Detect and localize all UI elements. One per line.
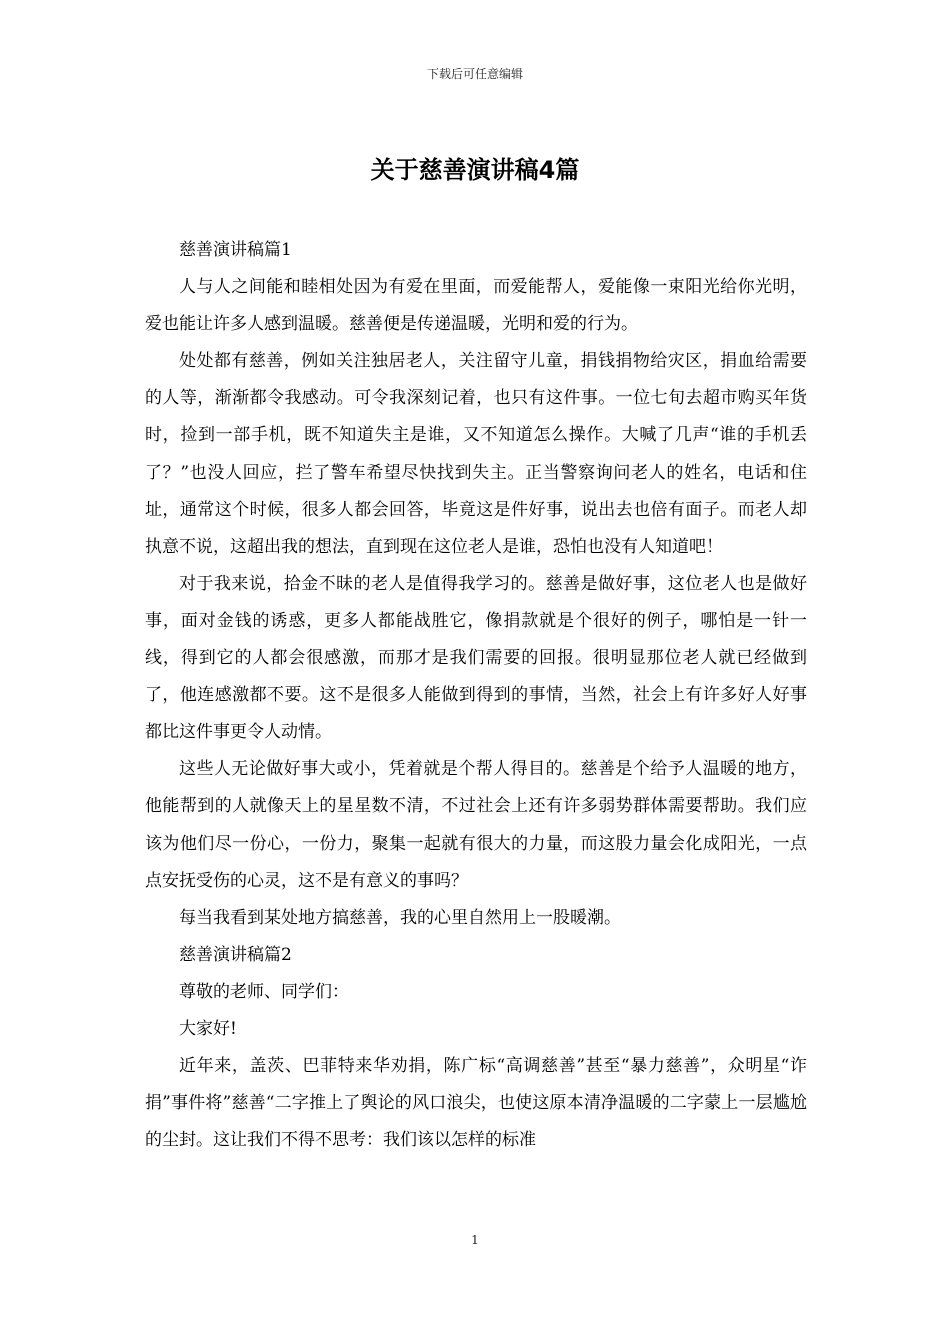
document-body	[145, 232, 807, 1159]
paragraph-section-heading: 慈善演讲稿篇2	[179, 944, 292, 965]
paragraph-salutation: 尊敬的老师、同学们：	[179, 981, 349, 1002]
paragraph: 对于我来说，拾金不昧的老人是值得我学习的。慈善是做好事，这位老人也是做好事，面对金钱的诱惑，更多人都能战胜它，像捐款就是个很好的例子，哪怕是一针一线，得到它的人都会很感激，而那才是我们需要的回报。很明显那位老人就已经做到了，他连感激都不要。这不是很多人能做到得到的事情，当然，社会上有许多好人好事都比这件事更令人动情。	[145, 573, 807, 743]
paragraph: 每当我看到某处地方搞慈善，我的心里自然用上一股暖潮。	[179, 907, 621, 928]
paragraph: 这些人无论做好事大或小，凭着就是个帮人得目的。慈善是个给予人温暖的地方，他能帮到的人就像天上的星星数不清，不过社会上还有许多弱势群体需要帮助。我们应该为他们尽一份心，一份力，聚集一起就有很大的力量，而这股力量会化成阳光，一点点安抚受伤的心灵，这不是有意义的事吗？	[145, 759, 807, 891]
page-number: 1	[471, 1233, 479, 1247]
paragraph-greeting: 大家好!	[179, 1018, 237, 1039]
document-title: 关于慈善演讲稿4篇	[370, 156, 580, 184]
page-header: 下载后可任意编辑	[426, 67, 523, 81]
paragraph-section-heading: 慈善演讲稿篇1	[179, 240, 292, 260]
paragraph: 人与人之间能和睦相处因为有爱在里面，而爱能帮人，爱能像一束阳光给你光明，爱也能让许多人感到温暖。慈善便是传递温暖，光明和爱的行为。	[145, 277, 807, 335]
paragraph: 处处都有慈善，例如关注独居老人，关注留守儿童，捐钱捐物给灾区，捐血给需要的人等，渐渐都令我感动。可令我深刻记着，也只有这件事。一位七旬去超市购买年货时，捡到一部手机，既不知道失主是谁，又不知道怎么操作。大喊了几声“谁的手机丢了？”也没人回应，拦了警车希望尽快找到失主。正当警察询问老人的姓名，电话和住址，通常这个时候，很多人都会回答，毕竟这是件好事，说出去也倍有面子。而老人却执意不说，这超出我的想法，直到现在这位老人是谁，恐怕也没有人知道吧！	[145, 351, 807, 557]
paragraph: 近年来，盖茨、巴菲特来华劝捐，陈广标“高调慈善”甚至“暴力慈善”，众明星“诈捐”事件将”慈善“二字推上了舆论的风口浪尖，也使这原本清净温暖的二字蒙上一层尴尬的尘封。这让我们不得不思考：我们该以怎样的标准	[145, 1056, 807, 1151]
